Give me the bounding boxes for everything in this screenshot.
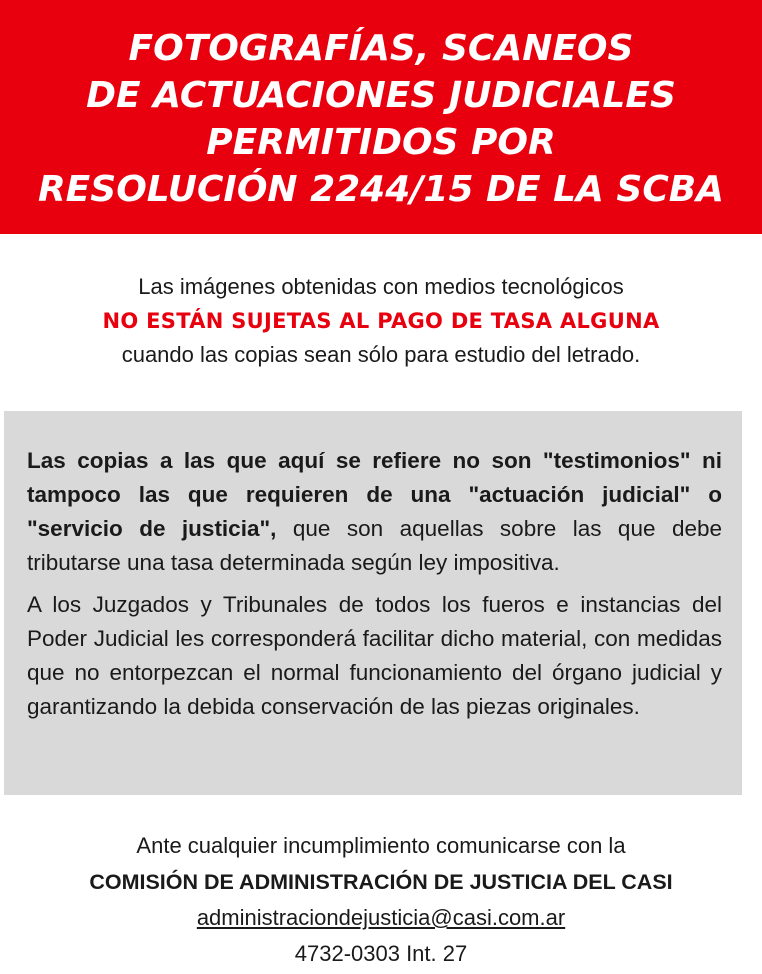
intro-section bbox=[0, 270, 762, 372]
intro-highlight: NO ESTÁN SUJETAS AL PAGO DE TASA ALGUNA bbox=[102, 309, 660, 333]
info-box bbox=[4, 411, 742, 795]
info-paragraph-1-bold: Las copias a las que aquí se refiere no son "testimonios" ni tampoco las que requieren de una "actuación judicial" o "servicio de justicia", bbox=[27, 448, 722, 541]
info-paragraph-1-rest: que son aquellas sobre las que debe tributarse una tasa determinada según ley impositiva. bbox=[27, 516, 723, 575]
contact-email-link[interactable]: administraciondejusticia@casi.com.ar bbox=[196, 905, 566, 930]
contact-phone: 4732-0303 Int. 27 bbox=[294, 941, 468, 966]
info-paragraph-2: A los Juzgados y Tribunales de todos los fueros e instancias del Poder Judicial les corresponderá facilitar dicho material, con medidas que no entorpezcan el normal funcionamiento del órgano judicial y garantizando la debida conservación de las piezas originales. bbox=[27, 592, 722, 719]
info-paragraph-1 bbox=[27, 444, 722, 580]
title-line-4: RESOLUCIÓN 2244/15 DE LA SCBA bbox=[37, 169, 725, 210]
organization-name: COMISIÓN DE ADMINISTRACIÓN DE JUSTICIA DEL CASI bbox=[89, 870, 673, 894]
title-line-2: DE ACTUACIONES JUDICIALES bbox=[86, 75, 676, 116]
contact-footer bbox=[0, 828, 762, 972]
title-line-1: FOTOGRAFÍAS, SCANEOS bbox=[128, 28, 634, 69]
intro-line-3: cuando las copias sean sólo para estudio del letrado. bbox=[121, 342, 641, 367]
intro-line-1: Las imágenes obtenidas con medios tecnológicos bbox=[138, 274, 624, 299]
contact-intro: Ante cualquier incumplimiento comunicarse con la bbox=[136, 833, 626, 858]
title-banner bbox=[0, 0, 762, 234]
title-line-3: PERMITIDOS POR bbox=[206, 122, 556, 163]
